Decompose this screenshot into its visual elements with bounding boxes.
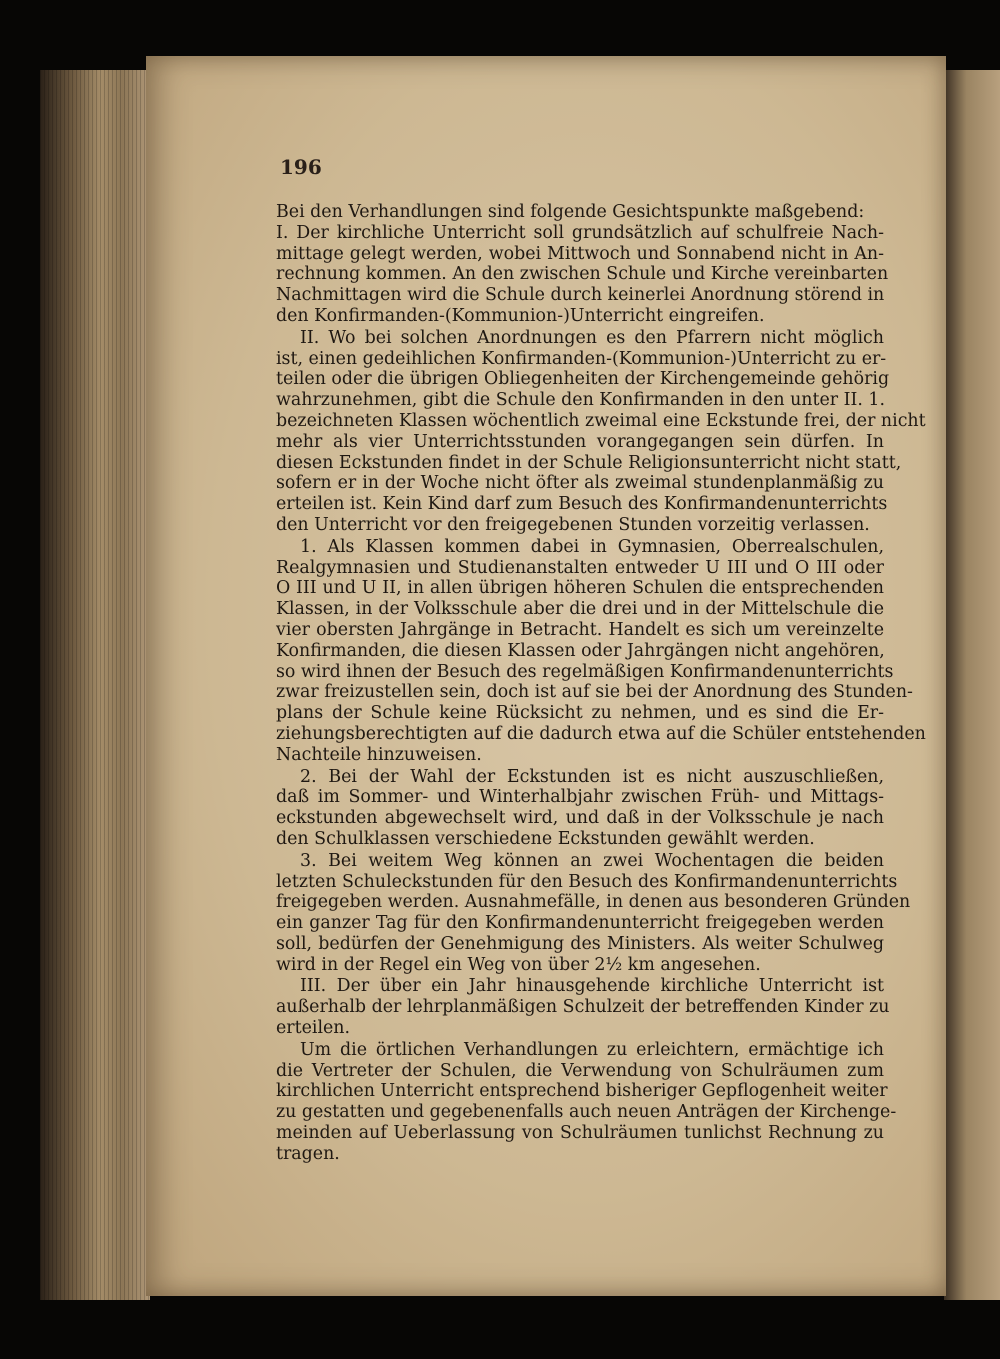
text-line: zu gestatten und gegebenenfalls auch neuen Anträgen der Kirchenge- [276,1102,897,1123]
text-line: zwar freizustellen sein, doch ist auf sie bei der Anordnung des Stunden- [276,682,913,703]
text-line: meinden auf Ueberlassung von Schulräumen tunlichst Rechnung zu [276,1123,884,1144]
text-line: freigegeben werden. Ausnahmefälle, in denen aus besonderen Gründen [276,892,911,913]
text-line: plans der Schule keine Rücksicht zu nehmen, und es sind die Er- [276,703,884,724]
text-line: soll, bedürfen der Genehmigung des Ministers. Als weiter Schulweg [276,933,884,954]
text-line: eckstunden abgewechselt wird, und daß in der Volksschule je nach [276,808,884,829]
text-line: erteilen ist. Kein Kind darf zum Besuch des Konfirmandenunterrichts [276,494,888,515]
text-line: bezeichneten Klassen wöchentlich zweimal eine Eckstunde frei, der nicht [276,410,926,431]
text-line: mehr als vier Unterrichtsstunden vorangegangen sein dürfen. In [276,431,884,452]
text-line: mittage gelegt werden, wobei Mittwoch und Sonnabend nicht in An- [276,243,884,264]
text-line: ist, einen gedeihlichen Konfirmanden-(Kommunion-)Unterricht zu er- [276,348,887,369]
text-line: die Vertreter der Schulen, die Verwendung von Schulräumen zum [276,1060,884,1081]
body-text [276,202,926,1165]
text-line: rechnung kommen. An den zwischen Schule und Kirche vereinbarten [276,264,889,285]
text-line: den Unterricht vor den freigegebenen Stunden vorzeitig verlassen. [276,514,870,535]
text-line: Bei den Verhandlungen sind folgende Gesichtspunkte maßgebend: [276,202,865,222]
text-line: daß im Sommer- und Winterhalbjahr zwischen Früh- und Mittags- [276,787,884,808]
text-line: teilen oder die übrigen Obliegenheiten der Kirchengemeinde gehörig [276,369,890,390]
text-line: Konfirmanden, die diesen Klassen oder Jahrgängen nicht angehören, [276,640,885,661]
text-line: 1. Als Klassen kommen dabei in Gymnasien, Oberrealschulen, [300,536,884,557]
text-line: I. Der kirchliche Unterricht soll grundsätzlich auf schulfreie Nach- [276,222,884,243]
text-line: Nachteile hinzuweisen. [276,744,482,765]
text-line: wahrzunehmen, gibt die Schule den Konfirmanden in den unter II. 1. [276,390,885,411]
text-line: den Schulklassen verschiedene Eckstunden gewählt werden. [276,828,815,849]
text-line: diesen Eckstunden findet in der Schule Religionsunterricht nicht statt, [276,452,902,473]
text-line: III. Der über ein Jahr hinausgehende kirchliche Unterricht ist [300,976,884,997]
text-line: kirchlichen Unterricht entsprechend bisheriger Gepflogenheit weiter [276,1081,888,1102]
text-line: den Konfirmanden-(Kommunion-)Unterricht eingreifen. [276,305,765,326]
text-line: II. Wo bei solchen Anordnungen es den Pfarrern nicht möglich [300,327,884,348]
text-line: letzten Schuleckstunden für den Besuch des Konfirmandenunterrichts [276,871,898,892]
book-page-edges [40,70,150,1300]
text-line: Realgymnasien und Studienanstalten entweder U III und O III oder [276,557,884,578]
text-line: außerhalb der lehrplanmäßigen Schulzeit der betreffenden Kinder zu [276,997,890,1018]
text-line: Nachmittagen wird die Schule durch keinerlei Anordnung störend in [276,285,885,306]
text-line: Um die örtlichen Verhandlungen zu erleichtern, ermächtige ich [300,1039,884,1060]
text-line: vier obersten Jahrgänge in Betracht. Handelt es sich um vereinzelte [276,619,884,640]
text-line: wird in der Regel ein Weg von über 2½ km angesehen. [276,954,761,975]
text-line: ein ganzer Tag für den Konfirmandenunterricht freigegeben werden [276,913,884,934]
text-line: ziehungsberechtigten auf die dadurch etwa auf die Schüler entstehenden [276,723,926,744]
text-line: O III und U II, in allen übrigen höheren Schulen die entsprechenden [276,578,884,599]
text-line: Klassen, in der Volksschule aber die drei und in der Mittelschule die [276,599,884,620]
page-number: 196 [280,155,322,179]
text-line: 3. Bei weitem Weg können an zwei Wochentagen die beiden [300,850,884,871]
text-line: tragen. [276,1143,340,1164]
text-line: so wird ihnen der Besuch des regelmäßigen Konfirmandenunterrichts [276,661,894,682]
text-line: erteilen. [276,1018,351,1039]
facing-page-edge [944,70,1000,1300]
text-line: sofern er in der Woche nicht öfter als zweimal stundenplanmäßig zu [276,473,884,494]
text-line: 2. Bei der Wahl der Eckstunden ist es nicht auszuschließen, [300,766,884,787]
